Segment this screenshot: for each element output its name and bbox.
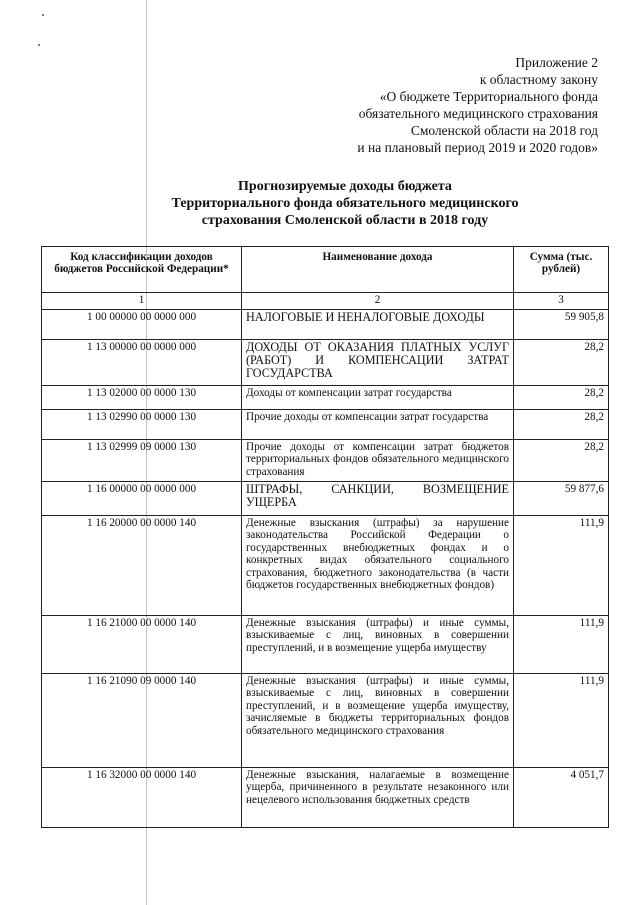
row-name: ШТРАФЫ, САНКЦИИ, ВОЗМЕЩЕНИЕ УЩЕРБА: [242, 482, 514, 516]
title-line: Прогнозируемые доходы бюджета: [238, 179, 452, 194]
table-row: [42, 340, 609, 386]
row-name: НАЛОГОВЫЕ И НЕНАЛОГОВЫЕ ДОХОДЫ: [242, 310, 514, 340]
appendix-line: обязательного медицинского страхования: [358, 106, 598, 121]
row-name: Прочие доходы от компенсации затрат государства: [242, 410, 514, 440]
row-name: Денежные взыскания (штрафы) и иные суммы, взыскиваемые с лиц, виновных в совершении преступлений, и в возмещение ущерба имуществу: [242, 616, 514, 674]
header-code: Код классификации доходов бюджетов Российской Федерации*: [42, 247, 242, 293]
column-number-row: [42, 293, 609, 310]
appendix-line: Приложение 2: [515, 55, 598, 70]
document-title: [60, 178, 630, 229]
appendix-line: Смоленской области на 2018 год: [410, 123, 598, 138]
title-line: Территориального фонда обязательного медицинского: [171, 196, 519, 211]
table-row: [42, 440, 609, 482]
row-code: 1 13 02000 00 0000 130: [42, 386, 242, 410]
row-name: Денежные взыскания (штрафы) и иные суммы, взыскиваемые с лиц, виновных в совершении преступлений, и в возмещение ущерба имуществу, зачисляемые в бюджеты территориальных фондов обязательного медицинского страхования: [242, 674, 514, 768]
table-row: [42, 674, 609, 768]
table-row: [42, 386, 609, 410]
table-row: [42, 616, 609, 674]
column-number: 1: [42, 293, 242, 310]
table-row: [42, 516, 609, 616]
scan-speck: [38, 44, 40, 46]
row-code: 1 16 32000 00 0000 140: [42, 768, 242, 828]
appendix-line: и на плановый период 2019 и 2020 годов»: [357, 140, 598, 155]
row-amount: 59 905,8: [514, 310, 609, 340]
row-name: Прочие доходы от компенсации затрат бюджетов территориальных фондов обязательного медицинского страхования: [242, 440, 514, 482]
row-amount: 28,2: [514, 386, 609, 410]
table-row: [42, 768, 609, 828]
row-amount: 111,9: [514, 616, 609, 674]
row-code: 1 13 02990 00 0000 130: [42, 410, 242, 440]
row-amount: 28,2: [514, 410, 609, 440]
title-line: страхования Смоленской области в 2018 году: [201, 213, 489, 228]
column-number: 3: [514, 293, 609, 310]
row-name: Денежные взыскания, налагаемые в возмещение ущерба, причиненного в результате незаконного или нецелевого использования бюджетных средств: [242, 768, 514, 828]
appendix-line: к областному закону: [479, 72, 598, 87]
row-amount: 59 877,6: [514, 482, 609, 516]
row-code: 1 16 00000 00 0000 000: [42, 482, 242, 516]
income-table: [41, 246, 609, 828]
row-amount: 111,9: [514, 674, 609, 768]
row-code: 1 16 20000 00 0000 140: [42, 516, 242, 616]
table-row: [42, 410, 609, 440]
row-name: Денежные взыскания (штрафы) за нарушение законодательства Российской Федерации о государственных внебюджетных фондах и о конкретных видах обязательного социального страхования, бюджетного законодательства (в части бюджетов государственных внебюджетных фондов): [242, 516, 514, 616]
row-amount: 111,9: [514, 516, 609, 616]
row-code: 1 13 02999 09 0000 130: [42, 440, 242, 482]
scan-speck: [42, 14, 44, 16]
appendix-header: [238, 54, 598, 156]
header-name: Наименование дохода: [242, 247, 514, 293]
column-number: 2: [242, 293, 514, 310]
row-amount: 28,2: [514, 340, 609, 386]
table-header-row: [42, 247, 609, 293]
header-amount: Сумма (тыс. рублей): [514, 247, 609, 293]
appendix-line: «О бюджете Территориального фонда: [379, 89, 598, 104]
row-amount: 28,2: [514, 440, 609, 482]
row-code: 1 00 00000 00 0000 000: [42, 310, 242, 340]
row-code: 1 13 00000 00 0000 000: [42, 340, 242, 386]
table-row: [42, 482, 609, 516]
row-name: Доходы от компенсации затрат государства: [242, 386, 514, 410]
row-code: 1 16 21090 09 0000 140: [42, 674, 242, 768]
row-code: 1 16 21000 00 0000 140: [42, 616, 242, 674]
table-row: [42, 310, 609, 340]
row-amount: 4 051,7: [514, 768, 609, 828]
row-name: ДОХОДЫ ОТ ОКАЗАНИЯ ПЛАТНЫХ УСЛУГ (РАБОТ) И КОМПЕНСАЦИИ ЗАТРАТ ГОСУДАРСТВА: [242, 340, 514, 386]
